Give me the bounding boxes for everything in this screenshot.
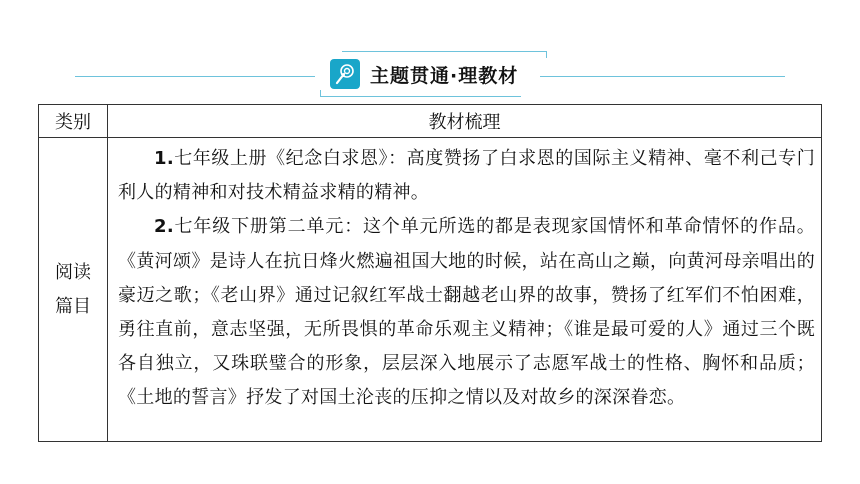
- category-label: 阅读篇目: [55, 261, 91, 317]
- section-banner: [322, 57, 544, 91]
- table-row: [39, 138, 822, 442]
- table-header-row: [39, 105, 822, 138]
- summary-item: [118, 210, 815, 415]
- pointer-badge-icon: [330, 59, 360, 89]
- category-cell: [39, 138, 108, 442]
- item-text: 七年级下册第二单元：这个单元所选的都是表现家国情怀和革命情怀的作品。《黄河颂》是诗人在抗日烽火燃遍祖国大地的时候，站在高山之巅，向黄河母亲唱出的豪迈之歌；《老山界》通过记叙红军战士翻越老山界的故事，赞扬了红军们不怕困难，勇往直前，意志坚强，无所畏惧的革命乐观主义精神；《谁是最可爱的人》通过三个既各自独立，又珠联璧合的形象，层层深入地展示了志愿军战士的性格、胸怀和品质；《土地的誓言》抒发了对国土沦丧的压抑之情以及对故乡的深深眷恋。: [118, 216, 815, 409]
- item-number: 1.: [154, 148, 174, 169]
- summary-cell: [108, 138, 822, 442]
- item-text: 七年级上册《纪念白求恩》：高度赞扬了白求恩的国际主义精神、毫不利己专门利人的精神和对技术精益求精的精神。: [118, 148, 815, 204]
- header-rule-left: [75, 76, 315, 77]
- textbook-table: [38, 104, 822, 442]
- column-header-summary: 教材梳理: [108, 105, 822, 138]
- section-title: 主题贯通·理教材: [370, 64, 519, 87]
- summary-item: [118, 142, 815, 210]
- banner-frame-bottom: [320, 90, 521, 97]
- item-number: 2.: [154, 216, 174, 238]
- column-header-category: 类别: [39, 105, 108, 138]
- header-rule-right: [540, 76, 785, 77]
- banner-frame-top: [342, 51, 547, 58]
- pointer-glyph: [333, 62, 357, 86]
